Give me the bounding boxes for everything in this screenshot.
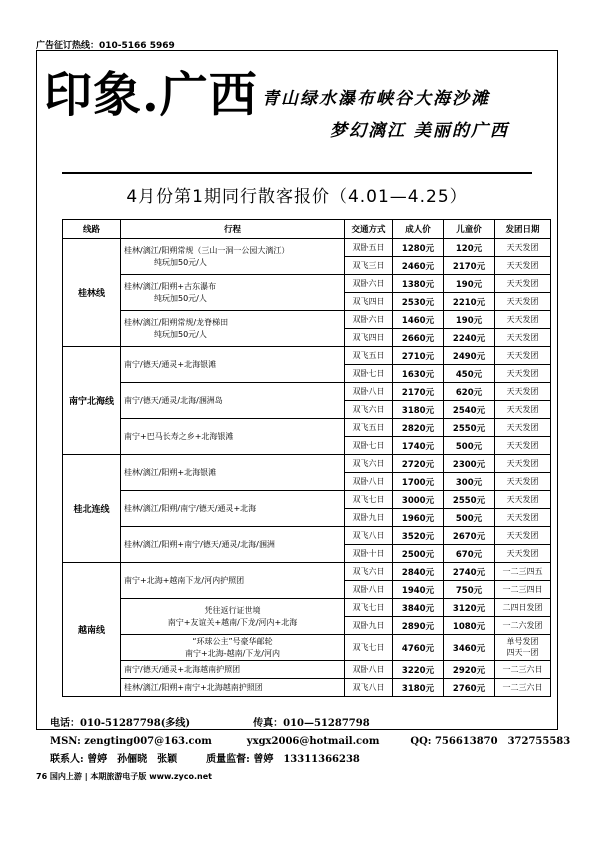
child-price-cell: 2670元 xyxy=(444,527,495,545)
route-text: 南宁+巴马长寿之乡+北海银滩 xyxy=(124,431,234,441)
departure-date-cell: 天天发团 xyxy=(495,365,551,383)
route-text: 桂林/漓江/阳朔+南宁/德天/通灵/北海/涠洲 xyxy=(124,539,275,549)
col-header-route: 行程 xyxy=(121,220,345,239)
adult-price-cell: 2460元 xyxy=(393,257,444,275)
route-cell xyxy=(121,679,345,697)
adult-price-cell: 3840元 xyxy=(393,599,444,617)
adult-price-cell: 3520元 xyxy=(393,527,444,545)
departure-date-cell: 天天发团 xyxy=(495,311,551,329)
child-price-cell: 750元 xyxy=(444,581,495,599)
msn-email-1[interactable]: zengting007@163.com xyxy=(84,736,212,747)
transport-cell: 双卧八日 xyxy=(345,383,393,401)
departure-date-cell: 天天发团 xyxy=(495,527,551,545)
route-text: 南宁/德天/通灵+北海银滩 xyxy=(124,359,217,369)
ad-hotline: 广告征订热线：010-5166 5969 xyxy=(36,41,175,51)
departure-date-cell: 天天发团 xyxy=(495,509,551,527)
child-price-cell: 300元 xyxy=(444,473,495,491)
adult-price-cell: 3220元 xyxy=(393,661,444,679)
departure-date-text: 单号发团 xyxy=(506,637,539,647)
transport-cell: 双飞六日 xyxy=(345,401,393,419)
route-text: 桂林/漓江/阳朔/南宁/德天/通灵+北海 xyxy=(124,503,257,513)
contact-persons: 曾婷 孙俪晓 张颖 xyxy=(87,754,178,765)
line-name-cell: 越南线 xyxy=(63,563,121,697)
route-cell xyxy=(121,563,345,599)
route-cell xyxy=(121,383,345,419)
child-price-cell: 2240元 xyxy=(444,329,495,347)
route-cell xyxy=(121,527,345,563)
table-row xyxy=(63,239,551,257)
transport-cell: 双卧八日 xyxy=(345,581,393,599)
departure-date-text: 四天一团 xyxy=(506,647,539,657)
route-text: 桂林/漓江/阳朔常规/龙脊梯田 xyxy=(124,317,229,327)
col-header-transport: 交通方式 xyxy=(345,220,393,239)
child-price-cell: 3120元 xyxy=(444,599,495,617)
child-price-cell: 2210元 xyxy=(444,293,495,311)
col-header-line: 线路 xyxy=(63,220,121,239)
adult-price-cell: 1630元 xyxy=(393,365,444,383)
quality-supervisor: 质量监督: 曾婷 13311366238 xyxy=(206,754,360,765)
adult-price-cell: 2530元 xyxy=(393,293,444,311)
table-row xyxy=(63,679,551,697)
route-text: 南宁/德天/通灵+北海越南护照团 xyxy=(124,664,241,674)
transport-cell: 双卧十日 xyxy=(345,545,393,563)
table-row xyxy=(63,491,551,509)
departure-date-cell: 天天发团 xyxy=(495,383,551,401)
departure-date-cell: 天天发团 xyxy=(495,347,551,365)
adult-price-cell: 3180元 xyxy=(393,401,444,419)
table-row xyxy=(63,455,551,473)
transport-cell: 双卧九日 xyxy=(345,509,393,527)
route-text: 纯玩加50元/人 xyxy=(154,293,207,303)
route-cell xyxy=(121,347,345,383)
table-row xyxy=(63,311,551,329)
adult-price-cell: 3180元 xyxy=(393,679,444,697)
departure-date-cell: 天天发团 xyxy=(495,491,551,509)
child-price-cell: 120元 xyxy=(444,239,495,257)
route-cell xyxy=(121,599,345,635)
table-row xyxy=(63,347,551,365)
child-price-cell: 500元 xyxy=(444,509,495,527)
departure-date-cell: 一二三六日 xyxy=(495,679,551,697)
departure-date-cell: 一二六发团 xyxy=(495,617,551,635)
price-table xyxy=(62,219,551,697)
route-cell xyxy=(121,491,345,527)
route-text: 纯玩加50元/人 xyxy=(154,257,207,267)
transport-cell: 双飞八日 xyxy=(345,527,393,545)
transport-cell: 双飞八日 xyxy=(345,679,393,697)
adult-price-cell: 1960元 xyxy=(393,509,444,527)
table-row xyxy=(63,599,551,617)
transport-cell: 双飞六日 xyxy=(345,563,393,581)
adult-price-cell: 1380元 xyxy=(393,275,444,293)
child-price-cell: 3460元 xyxy=(444,635,495,661)
child-price-cell: 2550元 xyxy=(444,419,495,437)
route-text: 桂林/漓江/阳朔+南宁+北海越南护照团 xyxy=(124,682,263,692)
departure-date-cell: 天天发团 xyxy=(495,455,551,473)
departure-date-cell: 天天发团 xyxy=(495,257,551,275)
adult-price-cell: 1460元 xyxy=(393,311,444,329)
transport-cell: 双卧六日 xyxy=(345,311,393,329)
child-price-cell: 2170元 xyxy=(444,257,495,275)
msn-email-2[interactable]: yxgx2006@hotmail.com xyxy=(246,736,380,747)
adult-price-cell: 1740元 xyxy=(393,437,444,455)
table-row xyxy=(63,419,551,437)
child-price-cell: 2760元 xyxy=(444,679,495,697)
route-text: 桂林/漓江/阳朔+北海银滩 xyxy=(124,467,217,477)
adult-price-cell: 3000元 xyxy=(393,491,444,509)
route-text: 南宁/德天/通灵/北海/涠洲岛 xyxy=(124,395,223,405)
transport-cell: 双卧六日 xyxy=(345,275,393,293)
contact-line-1 xyxy=(50,714,370,729)
child-price-cell: 2550元 xyxy=(444,491,495,509)
transport-cell: 双飞四日 xyxy=(345,293,393,311)
departure-date-cell xyxy=(495,635,551,661)
adult-price-cell: 2840元 xyxy=(393,563,444,581)
departure-date-cell: 天天发团 xyxy=(495,545,551,563)
departure-date-cell: 天天发团 xyxy=(495,473,551,491)
child-price-cell: 2490元 xyxy=(444,347,495,365)
child-price-cell: 620元 xyxy=(444,383,495,401)
route-cell xyxy=(121,635,345,661)
child-price-cell: 190元 xyxy=(444,311,495,329)
transport-cell: 双飞七日 xyxy=(345,491,393,509)
transport-cell: 双飞五日 xyxy=(345,419,393,437)
route-text: 凭往返行证世境 xyxy=(204,605,261,615)
route-cell xyxy=(121,455,345,491)
departure-date-cell: 一二三四日 xyxy=(495,581,551,599)
col-header-date: 发团日期 xyxy=(495,220,551,239)
col-header-child: 儿童价 xyxy=(444,220,495,239)
child-price-cell: 190元 xyxy=(444,275,495,293)
adult-price-cell: 1280元 xyxy=(393,239,444,257)
route-text: 桂林/漓江/阳朔常规（三山一洞一公园大漓江） xyxy=(124,245,290,255)
line-name-cell: 南宁北海线 xyxy=(63,347,121,455)
transport-cell: 双飞六日 xyxy=(345,455,393,473)
page-footer: 76 国内上游 | 本期旅游电子版 www.zyco.net xyxy=(36,772,212,781)
departure-date-cell: 二四日发团 xyxy=(495,599,551,617)
adult-price-cell: 2500元 xyxy=(393,545,444,563)
qq-text: QQ: 756613870 372755583 xyxy=(410,736,571,747)
route-cell xyxy=(121,419,345,455)
child-price-cell: 450元 xyxy=(444,365,495,383)
child-price-cell: 2300元 xyxy=(444,455,495,473)
adult-price-cell: 1700元 xyxy=(393,473,444,491)
route-text: 桂林/漓江/阳朔+古东瀑布 xyxy=(124,281,217,291)
adult-price-cell: 2170元 xyxy=(393,383,444,401)
child-price-cell: 2740元 xyxy=(444,563,495,581)
line-name-cell: 桂林线 xyxy=(63,239,121,347)
slogan-line-1: 青山绿水瀑布峡谷大海沙滩 xyxy=(262,89,490,109)
child-price-cell: 500元 xyxy=(444,437,495,455)
transport-cell: 双卧八日 xyxy=(345,661,393,679)
route-text: 纯玩加50元/人 xyxy=(154,329,207,339)
route-text: 南宁+北海+越南下龙/河内护照团 xyxy=(124,575,245,585)
table-row xyxy=(63,527,551,545)
transport-cell: 双卧五日 xyxy=(345,239,393,257)
adult-price-cell: 2890元 xyxy=(393,617,444,635)
route-cell xyxy=(121,661,345,679)
transport-cell: 双飞七日 xyxy=(345,635,393,661)
departure-date-cell: 天天发团 xyxy=(495,401,551,419)
slogan-line-2: 梦幻漓江 美丽的广西 xyxy=(330,121,509,141)
transport-cell: 双卧八日 xyxy=(345,473,393,491)
table-row xyxy=(63,275,551,293)
phone-text: 电话：010-51287798(多线) xyxy=(50,718,191,729)
title-divider xyxy=(62,172,532,174)
table-row xyxy=(63,563,551,581)
page-title: 4月份第1期同行散客报价（4.01—4.25） xyxy=(126,187,468,207)
departure-date-cell: 天天发团 xyxy=(495,419,551,437)
transport-cell: 双飞三日 xyxy=(345,257,393,275)
route-cell xyxy=(121,311,345,347)
table-row xyxy=(63,635,551,661)
departure-date-cell: 一二三六日 xyxy=(495,661,551,679)
route-text: 南宁+北海-越南/下龙/河内 xyxy=(185,648,280,658)
transport-cell: 双飞五日 xyxy=(345,347,393,365)
transport-cell: 双卧九日 xyxy=(345,617,393,635)
contact-line-3 xyxy=(50,750,360,765)
adult-price-cell: 4760元 xyxy=(393,635,444,661)
transport-cell: 双卧七日 xyxy=(345,437,393,455)
msn-label: MSN: xyxy=(50,736,81,747)
fax-text: 传真：010—51287798 xyxy=(253,718,370,729)
adult-price-cell: 2820元 xyxy=(393,419,444,437)
contact-line-2 xyxy=(50,732,570,747)
line-name-cell: 桂北连线 xyxy=(63,455,121,563)
departure-date-cell: 天天发团 xyxy=(495,437,551,455)
adult-price-cell: 2720元 xyxy=(393,455,444,473)
transport-cell: 双飞七日 xyxy=(345,599,393,617)
departure-date-cell: 天天发团 xyxy=(495,293,551,311)
transport-cell: 双卧七日 xyxy=(345,365,393,383)
route-cell xyxy=(121,275,345,311)
table-header-row xyxy=(63,220,551,239)
departure-date-cell: 天天发团 xyxy=(495,239,551,257)
adult-price-cell: 1940元 xyxy=(393,581,444,599)
table-row xyxy=(63,383,551,401)
col-header-adult: 成人价 xyxy=(393,220,444,239)
adult-price-cell: 2710元 xyxy=(393,347,444,365)
transport-cell: 双飞四日 xyxy=(345,329,393,347)
route-cell xyxy=(121,239,345,275)
child-price-cell: 1080元 xyxy=(444,617,495,635)
departure-date-cell: 一二三四五 xyxy=(495,563,551,581)
route-text: 南宁+友谊关+越南/下龙/河内+北海 xyxy=(167,617,298,627)
departure-date-cell: 天天发团 xyxy=(495,329,551,347)
child-price-cell: 2540元 xyxy=(444,401,495,419)
child-price-cell: 2920元 xyxy=(444,661,495,679)
table-row xyxy=(63,661,551,679)
route-text: “环球公主”号豪华邮轮 xyxy=(192,636,273,646)
departure-date-cell: 天天发团 xyxy=(495,275,551,293)
brand-logo: 印象.广西 xyxy=(44,67,258,123)
child-price-cell: 670元 xyxy=(444,545,495,563)
contact-person-label: 联系人: xyxy=(50,754,84,765)
adult-price-cell: 2660元 xyxy=(393,329,444,347)
